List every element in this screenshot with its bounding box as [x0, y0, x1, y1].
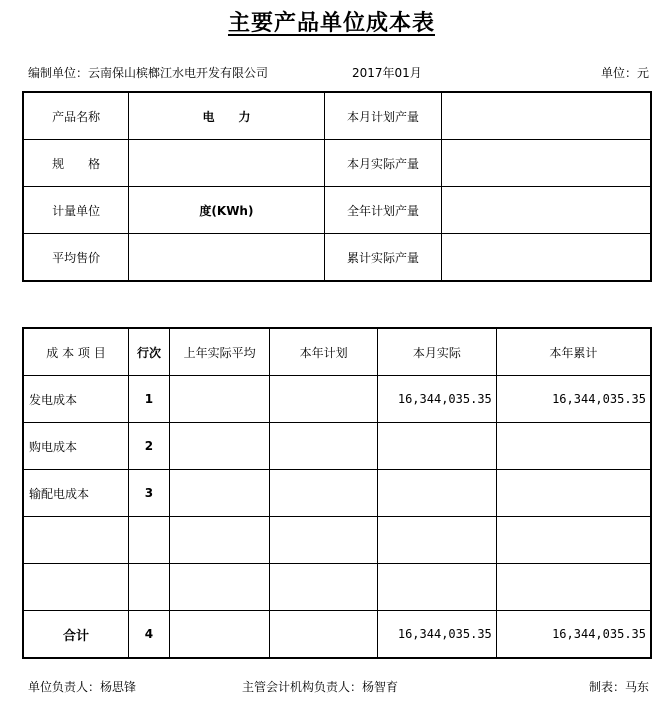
cost-header-row — [23, 328, 651, 376]
table-row — [23, 564, 651, 611]
total-cumulative-cell[interactable]: 16,344,035.35 — [552, 627, 646, 641]
accounting-head-signature: 主管会计机构负责人：杨智育 — [242, 680, 399, 694]
total-last-year-cell[interactable] — [169, 611, 270, 659]
year-plan-label: 全年计划产量 — [324, 187, 442, 234]
last-year-cell[interactable] — [169, 470, 270, 517]
report-title: 主要产品单位成本表 — [227, 10, 435, 36]
year-plan-value[interactable] — [442, 187, 651, 234]
plan-cell[interactable] — [270, 564, 377, 611]
preparer-signature: 制表：马东 — [588, 680, 649, 694]
line-number: 2 — [129, 423, 170, 470]
product-name-value[interactable]: 电 力 — [129, 92, 324, 140]
unit-of-measure-value[interactable]: 度(KWh) — [129, 187, 324, 234]
avg-price-value[interactable] — [129, 234, 324, 282]
header-month: 本月实际 — [377, 328, 496, 376]
total-plan-cell[interactable] — [270, 611, 377, 659]
month-cell[interactable] — [377, 517, 496, 564]
cost-item: 输配电成本 — [23, 470, 129, 517]
table-row — [23, 470, 651, 517]
cost-item — [23, 517, 129, 564]
table-row — [23, 376, 651, 423]
avg-price-label: 平均售价 — [23, 234, 129, 282]
info-row — [23, 187, 651, 234]
plan-cell[interactable] — [270, 376, 377, 423]
spec-value[interactable] — [129, 140, 324, 187]
last-year-cell[interactable] — [169, 376, 270, 423]
cost-table — [22, 327, 652, 659]
cost-item: 购电成本 — [23, 423, 129, 470]
product-info-table — [22, 91, 652, 282]
org-label: 编制单位：云南保山槟榔江水电开发有限公司 — [28, 66, 269, 80]
cost-item: 发电成本 — [23, 376, 129, 423]
month-plan-label: 本月计划产量 — [324, 92, 442, 140]
month-plan-value[interactable] — [442, 92, 651, 140]
header-line: 行次 — [129, 328, 170, 376]
month-cell[interactable] — [377, 470, 496, 517]
cost-item — [23, 564, 129, 611]
info-row — [23, 92, 651, 140]
month-actual-value[interactable] — [442, 140, 651, 187]
product-name-label: 产品名称 — [23, 92, 129, 140]
total-label: 合计 — [23, 611, 129, 659]
month-cell[interactable] — [377, 423, 496, 470]
total-row — [23, 611, 651, 659]
info-row — [23, 140, 651, 187]
month-cell[interactable]: 16,344,035.35 — [377, 376, 496, 423]
last-year-cell[interactable] — [169, 517, 270, 564]
month-cell[interactable] — [377, 564, 496, 611]
header-last-year: 上年实际平均 — [169, 328, 270, 376]
table-row — [23, 517, 651, 564]
spec-label: 规 格 — [23, 140, 129, 187]
cum-actual-value[interactable] — [442, 234, 651, 282]
cumulative-cell[interactable] — [496, 517, 651, 564]
unit-label: 单位：元 — [600, 66, 649, 80]
plan-cell[interactable] — [270, 470, 377, 517]
header-cumulative: 本年累计 — [496, 328, 651, 376]
plan-cell[interactable] — [270, 517, 377, 564]
header-plan: 本年计划 — [270, 328, 377, 376]
total-line-number: 4 — [129, 611, 170, 659]
month-actual-label: 本月实际产量 — [324, 140, 442, 187]
cumulative-cell[interactable] — [496, 423, 651, 470]
info-row — [23, 234, 651, 282]
line-number — [129, 517, 170, 564]
cum-actual-label: 累计实际产量 — [324, 234, 442, 282]
unit-head-signature: 单位负责人：杨思锋 — [28, 680, 137, 694]
plan-cell[interactable] — [270, 423, 377, 470]
table-row — [23, 423, 651, 470]
period-label: 2017年01月 — [352, 66, 422, 80]
line-number: 3 — [129, 470, 170, 517]
last-year-cell[interactable] — [169, 423, 270, 470]
cumulative-cell[interactable]: 16,344,035.35 — [496, 376, 651, 423]
unit-of-measure-label: 计量单位 — [23, 187, 129, 234]
cumulative-cell[interactable] — [496, 470, 651, 517]
last-year-cell[interactable] — [169, 564, 270, 611]
line-number — [129, 564, 170, 611]
cumulative-cell[interactable] — [496, 564, 651, 611]
line-number: 1 — [129, 376, 170, 423]
total-month-cell[interactable]: 16,344,035.35 — [377, 611, 496, 659]
header-item: 成 本 项 目 — [23, 328, 129, 376]
